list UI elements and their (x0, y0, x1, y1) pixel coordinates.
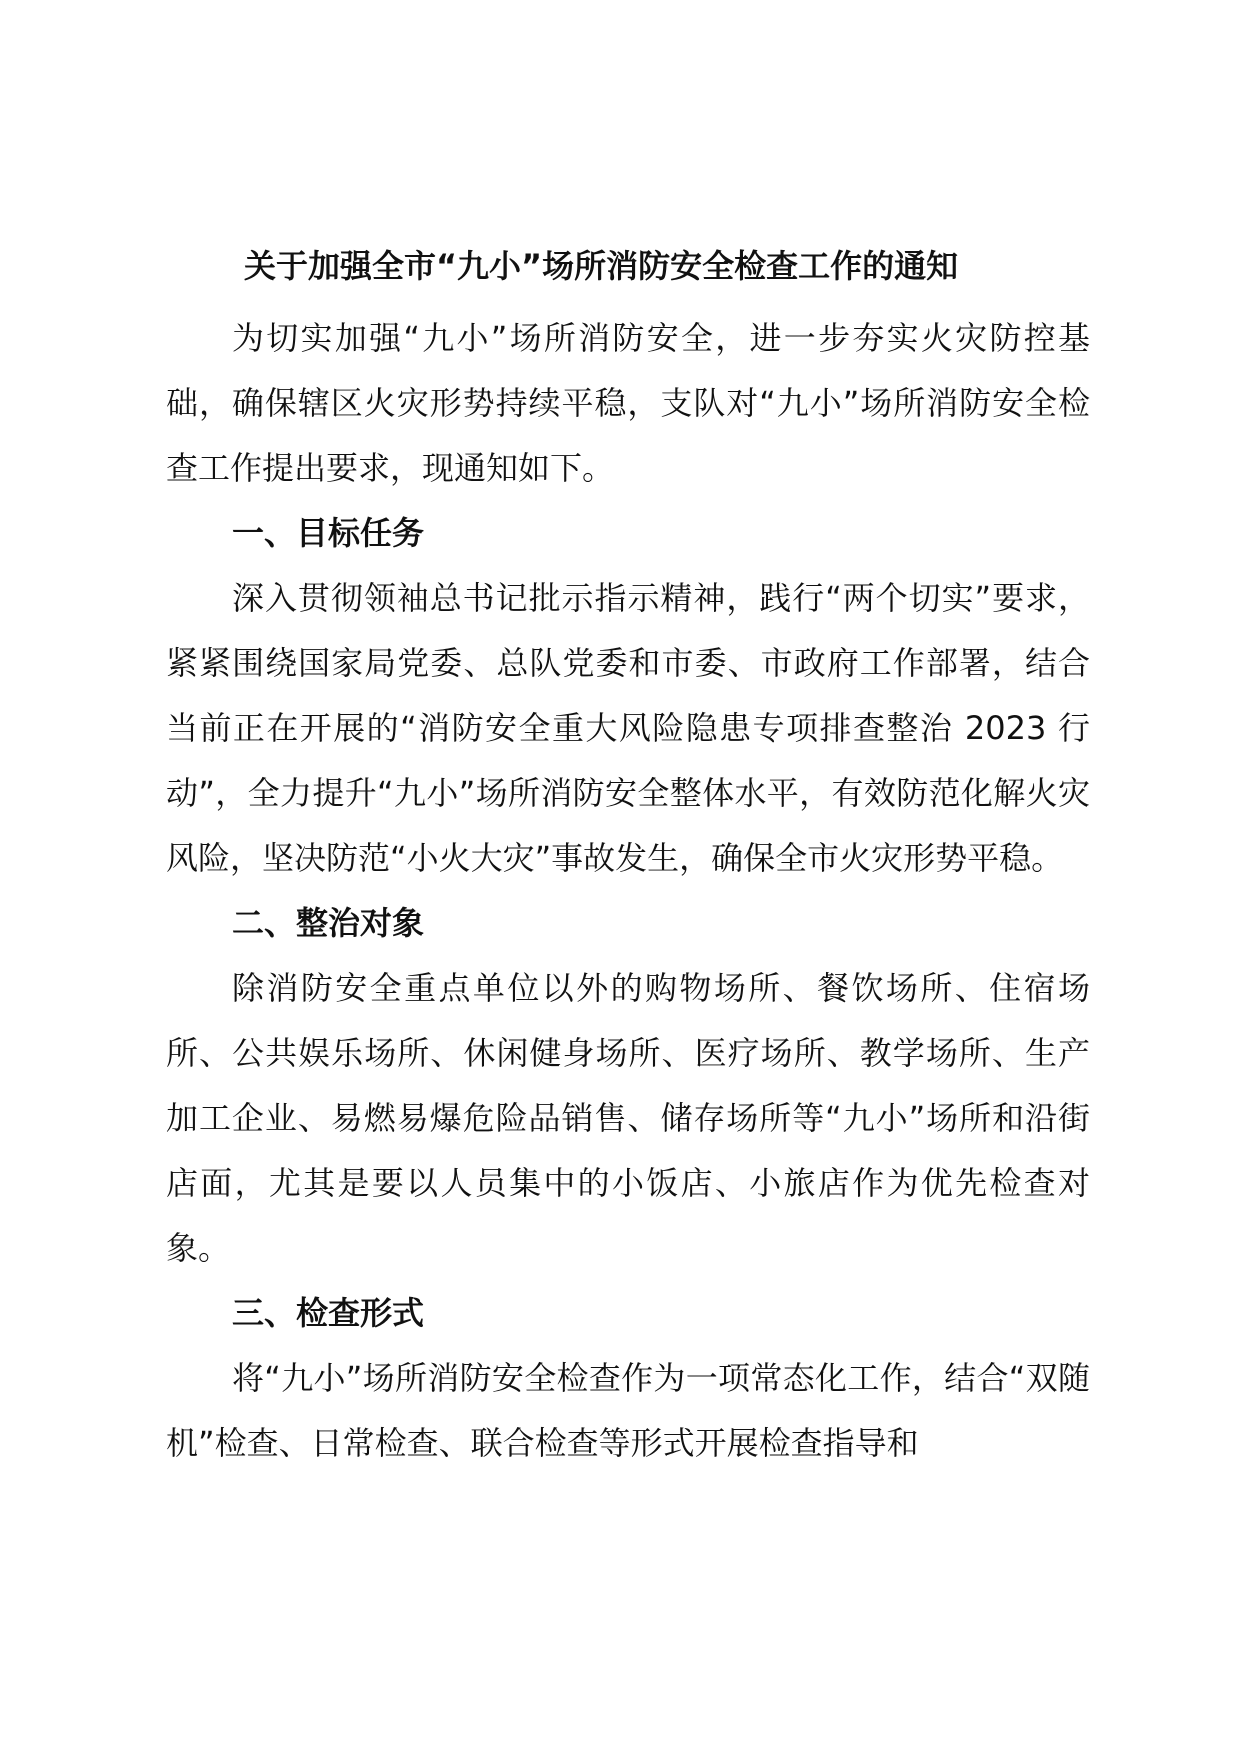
section-body-goals: 深入贯彻领袖总书记批示指示精神，践行“两个切实”要求，紧紧围绕国家局党委、总队党委和市委、市政府工作部署，结合当前正在开展的“消防安全重大风险隐患专项排查整治 2023 行动”，全力提升“九小”场所消防安全整体水平，有效防范化解火灾风险，坚决防范“小火大灾”事故发生，确保全市火灾形势平稳。 (166, 579, 1090, 877)
section-heading-goals: 一、目标任务 (232, 514, 425, 552)
section-body-inspection-form: 将“九小”场所消防安全检查作为一项常态化工作，结合“双随机”检查、日常检查、联合检查等形式开展检查指导和 (166, 1359, 1090, 1462)
section-body-targets: 除消防安全重点单位以外的购物场所、餐饮场所、住宿场所、公共娱乐场所、休闲健身场所、医疗场所、教学场所、生产加工企业、易燃易爆危险品销售、储存场所等“九小”场所和沿街店面，尤其是要以人员集中的小饭店、小旅店作为优先检查对象。 (166, 969, 1090, 1267)
document-title: 关于加强全市“九小”场所消防安全检查工作的通知 (244, 247, 959, 285)
document-body (166, 244, 1090, 1476)
section-heading-inspection-form: 三、检查形式 (232, 1294, 425, 1332)
section-heading-targets: 二、整治对象 (232, 904, 425, 942)
intro-paragraph: 为切实加强“九小”场所消防安全，进一步夯实火灾防控基础，确保辖区火灾形势持续平稳，支队对“九小”场所消防安全检查工作提出要求，现通知如下。 (166, 319, 1090, 487)
